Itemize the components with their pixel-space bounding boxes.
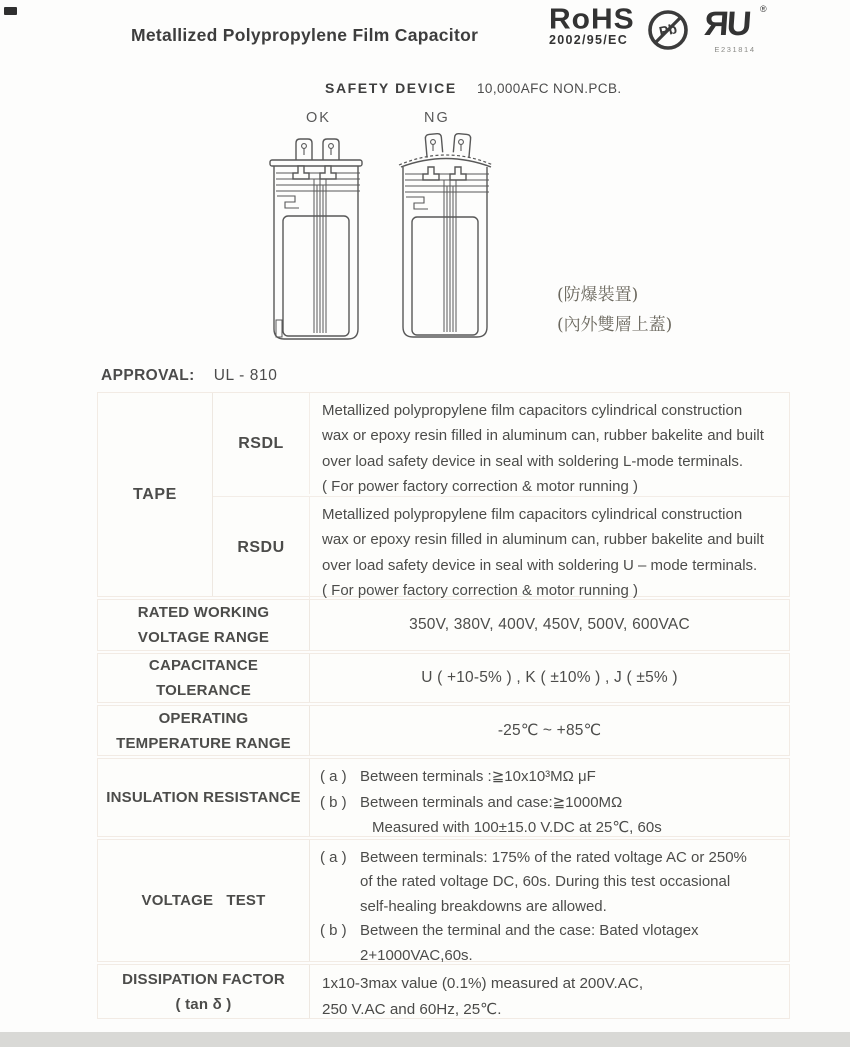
page-title: Metallized Polypropylene Film Capacitor [131, 25, 479, 45]
page-bottom-edge [0, 1032, 850, 1047]
item-prefix: ( b ) [320, 793, 347, 811]
voltage-test-word: VOLTAGE [141, 892, 214, 909]
dissipation-factor-tan-delta: ( tan δ ) [175, 995, 232, 1013]
voltage-test-label-line [142, 888, 266, 913]
svg-text:ЯU: ЯU [703, 5, 751, 42]
item-text: Between terminals and case:≧1000MΩ [360, 793, 623, 811]
diagram-note-explosion-proof: (防爆裝置) [557, 285, 639, 305]
temperature-range-label [98, 706, 310, 755]
diagram-notes [557, 280, 672, 340]
diagram-ok-label: OK [306, 110, 331, 126]
tape-label: TAPE [98, 393, 213, 596]
item-prefix: ( b ) [320, 922, 347, 940]
rsdu-line: ( For power factory correction & motor running ) [322, 582, 638, 600]
rsdl-line: ( For power factory correction & motor running ) [322, 478, 638, 496]
rsdu-line: over load safety device in seal with soldering U – mode terminals. [322, 556, 758, 574]
voltage-test-item-b [320, 919, 783, 943]
spec-row-capacitance-tolerance [97, 653, 790, 703]
rsdl-code: RSDL [213, 393, 310, 494]
insulation-item-a [320, 764, 783, 790]
insulation-resistance-label: INSULATION RESISTANCE [98, 759, 310, 836]
voltage-test-item-a [320, 846, 783, 870]
capacitance-tolerance-label-line: TOLERANCE [156, 682, 251, 699]
spec-row-voltage-range [97, 599, 790, 651]
dissipation-factor-label-line: DISSIPATION FACTOR [122, 970, 285, 988]
rsdu-line: Metallized polypropylene film capacitors cylindrical construction [322, 506, 743, 523]
dissipation-line: 250 V.AC and 60Hz, 25℃. [322, 1001, 502, 1018]
spec-table [97, 392, 790, 1021]
item-text-continuation: 2+1000VAC,60s. [360, 946, 473, 964]
approval-value: UL - 810 [213, 367, 278, 384]
rsdu-description [310, 497, 789, 599]
item-text: Between the terminal and the case: Bated vlotagex [360, 922, 699, 940]
tape-row-rsdu [213, 496, 789, 599]
ul-recognized-icon [700, 2, 770, 54]
spec-row-temperature-range [97, 705, 790, 756]
pb-free-icon-label: Pb [657, 20, 679, 40]
item-text-continuation: self-healing breakdowns are allowed. [360, 897, 607, 915]
approval-label: APPROVAL: [101, 367, 195, 384]
item-text: Between terminals: 175% of the rated voltage AC or 250% [360, 849, 747, 866]
capacitance-tolerance-label-line: CAPACITANCE [148, 657, 259, 674]
voltage-test-label [98, 840, 310, 961]
capacitor-ng-diagram [392, 123, 500, 350]
insulation-item-b [320, 790, 783, 816]
diagram-ng-label: NG [424, 110, 450, 126]
rohs-logo-text: RoHS [549, 3, 635, 36]
temperature-range-value: -25℃ ~ +85℃ [497, 722, 602, 739]
capacitance-tolerance-value: U ( +10-5% ) , K ( ±10% ) , J ( ±5% ) [421, 669, 678, 686]
spec-row-dissipation-factor [97, 964, 790, 1019]
dissipation-line: 1x10-3max value (0.1%) measured at 200V.AC, [322, 975, 644, 992]
ul-file-number: E231814 [714, 45, 756, 54]
item-prefix: ( a ) [320, 768, 347, 785]
rohs-logo [549, 3, 635, 47]
spec-row-voltage-test [97, 839, 790, 962]
safety-device-heading: SAFETY DEVICE [325, 80, 457, 96]
insulation-resistance-value [310, 759, 789, 836]
item-text: Between terminals :≧10x10³MΩ μF [360, 768, 596, 785]
rsdu-line: wax or epoxy resin filled in aluminum can, rubber bakelite and built [322, 531, 764, 549]
scan-artifact [4, 7, 17, 15]
ul-registered-symbol: ® [760, 4, 767, 14]
item-text-continuation: of the rated voltage DC, 60s. During this test occasional [360, 873, 731, 891]
diagram-note-double-layer-lid: (內外雙層上蓋) [557, 315, 673, 335]
item-prefix: ( a ) [320, 849, 347, 866]
rsdl-line: wax or epoxy resin filled in aluminum can, rubber bakelite and built [322, 427, 764, 445]
voltage-range-label-line: RATED WORKING [137, 604, 270, 621]
temperature-range-label-line: OPERATING [158, 709, 249, 727]
rsdl-line: over load safety device in seal with soldering L-mode terminals. [322, 452, 744, 470]
tape-row-rsdl [213, 393, 789, 494]
approval-line [101, 367, 277, 385]
voltage-range-value: 350V, 380V, 400V, 450V, 500V, 600VAC [409, 616, 690, 633]
rsdl-description [310, 393, 789, 494]
rsdu-code: RSDU [213, 497, 310, 599]
voltage-range-label-line: VOLTAGE RANGE [137, 629, 270, 646]
spec-row-tape [97, 392, 790, 600]
capacitor-ok-diagram [265, 130, 367, 350]
voltage-range-label [98, 600, 310, 650]
dissipation-factor-value [310, 965, 789, 1018]
voltage-test-word: TEST [226, 892, 266, 909]
safety-device-rating: 10,000AFC NON.PCB. [477, 81, 622, 96]
insulation-measurement-condition: Measured with 100±15.0 V.DC at 25℃, 60s [372, 819, 662, 836]
capacitance-tolerance-label [98, 654, 310, 702]
dissipation-factor-label [98, 965, 310, 1018]
spec-row-insulation-resistance [97, 758, 790, 837]
pb-free-icon [644, 7, 692, 60]
rsdl-line: Metallized polypropylene film capacitors cylindrical construction [322, 402, 743, 419]
temperature-range-label-line: TEMPERATURE RANGE [116, 734, 291, 752]
rohs-directive: 2002/95/EC [549, 33, 629, 47]
voltage-test-value [310, 840, 789, 964]
